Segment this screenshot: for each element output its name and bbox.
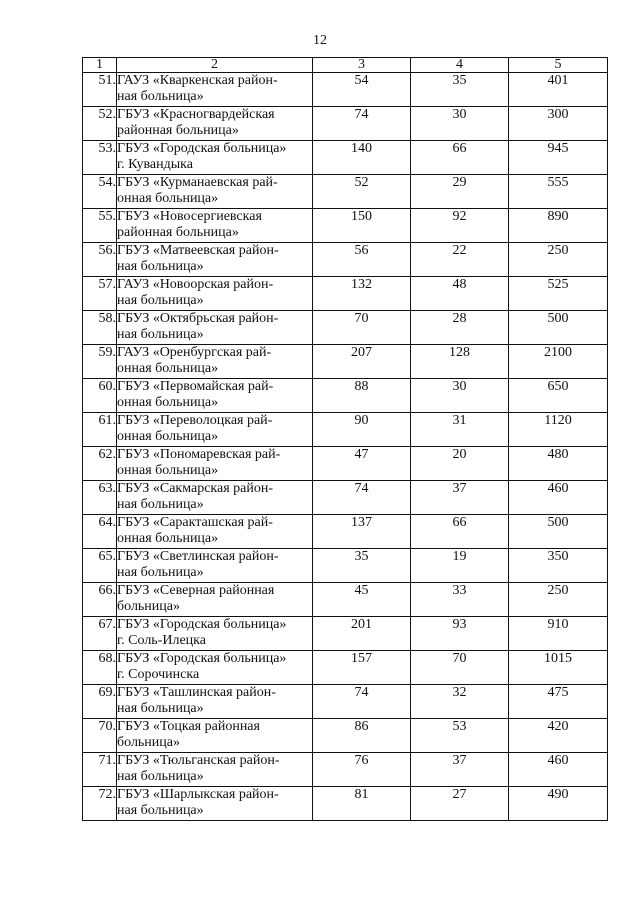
value-column-3: 54 bbox=[313, 73, 411, 107]
institution-name-line1: ГБУЗ «Октябрьская район- bbox=[117, 311, 279, 326]
table-row bbox=[83, 345, 608, 379]
value-column-4: 30 bbox=[411, 107, 509, 141]
value-column-3: 70 bbox=[313, 311, 411, 345]
institution-name-line2: районная больница» bbox=[117, 225, 239, 240]
row-number: 53. bbox=[83, 141, 117, 175]
institution-name-line2: ная больница» bbox=[117, 259, 204, 274]
value-column-3: 140 bbox=[313, 141, 411, 175]
value-column-3: 88 bbox=[313, 379, 411, 413]
institution-name-line2: онная больница» bbox=[117, 191, 219, 206]
value-column-4: 37 bbox=[411, 481, 509, 515]
value-column-3: 52 bbox=[313, 175, 411, 209]
table-body bbox=[83, 73, 608, 821]
value-column-4: 31 bbox=[411, 413, 509, 447]
institution-name-line2: онная больница» bbox=[117, 361, 219, 376]
value-column-3: 207 bbox=[313, 345, 411, 379]
value-column-5: 480 bbox=[509, 447, 608, 481]
value-column-4: 70 bbox=[411, 651, 509, 685]
institution-name-line1: ГБУЗ «Пономаревская рай- bbox=[117, 447, 281, 462]
row-number: 55. bbox=[83, 209, 117, 243]
institution-name-line2: ная больница» bbox=[117, 803, 204, 818]
value-column-4: 35 bbox=[411, 73, 509, 107]
value-column-5: 420 bbox=[509, 719, 608, 753]
value-column-5: 910 bbox=[509, 617, 608, 651]
institution-name bbox=[117, 107, 313, 141]
institution-name-line1: ГБУЗ «Светлинская район- bbox=[117, 549, 279, 564]
value-column-4: 93 bbox=[411, 617, 509, 651]
hospital-table bbox=[82, 57, 608, 821]
institution-name-line2: г. Сорочинска bbox=[117, 667, 200, 682]
institution-name-line1: ГБУЗ «Саракташская рай- bbox=[117, 515, 273, 530]
value-column-4: 19 bbox=[411, 549, 509, 583]
institution-name bbox=[117, 209, 313, 243]
institution-name bbox=[117, 345, 313, 379]
table-row bbox=[83, 549, 608, 583]
value-column-4: 48 bbox=[411, 277, 509, 311]
value-column-5: 555 bbox=[509, 175, 608, 209]
institution-name-line1: ГБУЗ «Городская больница» bbox=[117, 141, 287, 156]
row-number: 54. bbox=[83, 175, 117, 209]
table-row bbox=[83, 107, 608, 141]
institution-name-line1: ГБУЗ «Новосергиевская bbox=[117, 209, 262, 224]
value-column-5: 460 bbox=[509, 753, 608, 787]
institution-name-line2: онная больница» bbox=[117, 429, 219, 444]
value-column-4: 27 bbox=[411, 787, 509, 821]
table-row bbox=[83, 685, 608, 719]
value-column-5: 1120 bbox=[509, 413, 608, 447]
table-row bbox=[83, 481, 608, 515]
table-row bbox=[83, 379, 608, 413]
table-row bbox=[83, 753, 608, 787]
value-column-3: 74 bbox=[313, 481, 411, 515]
value-column-4: 92 bbox=[411, 209, 509, 243]
value-column-4: 29 bbox=[411, 175, 509, 209]
institution-name bbox=[117, 719, 313, 753]
value-column-3: 74 bbox=[313, 107, 411, 141]
column-header-3: 3 bbox=[313, 58, 411, 73]
table-row bbox=[83, 141, 608, 175]
institution-name-line2: г. Кувандыка bbox=[117, 157, 193, 172]
value-column-5: 401 bbox=[509, 73, 608, 107]
table-row bbox=[83, 175, 608, 209]
value-column-4: 66 bbox=[411, 141, 509, 175]
table-row bbox=[83, 73, 608, 107]
value-column-5: 350 bbox=[509, 549, 608, 583]
value-column-3: 86 bbox=[313, 719, 411, 753]
value-column-4: 66 bbox=[411, 515, 509, 549]
institution-name-line1: ГБУЗ «Ташлинская район- bbox=[117, 685, 276, 700]
row-number: 62. bbox=[83, 447, 117, 481]
institution-name bbox=[117, 583, 313, 617]
table-row bbox=[83, 277, 608, 311]
column-header-1: 1 bbox=[83, 58, 117, 73]
table-row bbox=[83, 515, 608, 549]
institution-name bbox=[117, 277, 313, 311]
table-row bbox=[83, 787, 608, 821]
row-number: 57. bbox=[83, 277, 117, 311]
value-column-5: 1015 bbox=[509, 651, 608, 685]
institution-name-line2: больница» bbox=[117, 599, 180, 614]
value-column-3: 81 bbox=[313, 787, 411, 821]
row-number: 56. bbox=[83, 243, 117, 277]
column-header-5: 5 bbox=[509, 58, 608, 73]
value-column-5: 490 bbox=[509, 787, 608, 821]
institution-name bbox=[117, 787, 313, 821]
institution-name bbox=[117, 549, 313, 583]
value-column-5: 890 bbox=[509, 209, 608, 243]
row-number: 72. bbox=[83, 787, 117, 821]
institution-name-line1: ГАУЗ «Новоорская район- bbox=[117, 277, 274, 292]
row-number: 58. bbox=[83, 311, 117, 345]
institution-name-line1: ГБУЗ «Тюльганская район- bbox=[117, 753, 280, 768]
institution-name-line2: районная больница» bbox=[117, 123, 239, 138]
institution-name-line1: ГБУЗ «Северная районная bbox=[117, 583, 275, 598]
value-column-3: 157 bbox=[313, 651, 411, 685]
value-column-3: 137 bbox=[313, 515, 411, 549]
institution-name-line2: ная больница» bbox=[117, 293, 204, 308]
row-number: 65. bbox=[83, 549, 117, 583]
value-column-3: 45 bbox=[313, 583, 411, 617]
institution-name-line1: ГБУЗ «Городская больница» bbox=[117, 617, 287, 632]
institution-name-line2: ная больница» bbox=[117, 701, 204, 716]
institution-name-line1: ГБУЗ «Шарлыкская район- bbox=[117, 787, 279, 802]
institution-name-line1: ГБУЗ «Сакмарская район- bbox=[117, 481, 274, 496]
institution-name bbox=[117, 481, 313, 515]
institution-name bbox=[117, 753, 313, 787]
institution-name bbox=[117, 515, 313, 549]
institution-name-line2: ная больница» bbox=[117, 565, 204, 580]
page-number: 12 bbox=[313, 33, 327, 48]
value-column-3: 150 bbox=[313, 209, 411, 243]
institution-name-line2: онная больница» bbox=[117, 531, 219, 546]
institution-name bbox=[117, 651, 313, 685]
value-column-4: 33 bbox=[411, 583, 509, 617]
value-column-5: 525 bbox=[509, 277, 608, 311]
value-column-4: 30 bbox=[411, 379, 509, 413]
column-header-2: 2 bbox=[117, 58, 313, 73]
institution-name-line1: ГБУЗ «Первомайская рай- bbox=[117, 379, 274, 394]
value-column-3: 201 bbox=[313, 617, 411, 651]
institution-name-line1: ГБУЗ «Городская больница» bbox=[117, 651, 287, 666]
institution-name-line1: ГБУЗ «Матвеевская район- bbox=[117, 243, 279, 258]
institution-name bbox=[117, 617, 313, 651]
institution-name-line2: ная больница» bbox=[117, 769, 204, 784]
value-column-5: 500 bbox=[509, 311, 608, 345]
institution-name-line1: ГБУЗ «Курманаевская рай- bbox=[117, 175, 278, 190]
value-column-5: 650 bbox=[509, 379, 608, 413]
table-row bbox=[83, 243, 608, 277]
institution-name-line2: ная больница» bbox=[117, 497, 204, 512]
value-column-3: 74 bbox=[313, 685, 411, 719]
value-column-4: 37 bbox=[411, 753, 509, 787]
institution-name-line1: ГАУЗ «Кваркенская район- bbox=[117, 73, 278, 88]
value-column-5: 2100 bbox=[509, 345, 608, 379]
row-number: 70. bbox=[83, 719, 117, 753]
row-number: 60. bbox=[83, 379, 117, 413]
institution-name-line1: ГАУЗ «Оренбургская рай- bbox=[117, 345, 272, 360]
value-column-4: 128 bbox=[411, 345, 509, 379]
value-column-5: 250 bbox=[509, 583, 608, 617]
row-number: 67. bbox=[83, 617, 117, 651]
institution-name bbox=[117, 73, 313, 107]
institution-name-line1: ГБУЗ «Переволоцкая рай- bbox=[117, 413, 273, 428]
value-column-5: 500 bbox=[509, 515, 608, 549]
row-number: 59. bbox=[83, 345, 117, 379]
institution-name bbox=[117, 311, 313, 345]
value-column-4: 32 bbox=[411, 685, 509, 719]
value-column-4: 28 bbox=[411, 311, 509, 345]
table-row bbox=[83, 617, 608, 651]
row-number: 68. bbox=[83, 651, 117, 685]
institution-name-line2: онная больница» bbox=[117, 395, 219, 410]
row-number: 61. bbox=[83, 413, 117, 447]
institution-name-line2: ная больница» bbox=[117, 327, 204, 342]
institution-name bbox=[117, 379, 313, 413]
institution-name bbox=[117, 175, 313, 209]
institution-name-line2: больница» bbox=[117, 735, 180, 750]
institution-name-line2: ная больница» bbox=[117, 89, 204, 104]
institution-name bbox=[117, 447, 313, 481]
table-header-row bbox=[83, 58, 608, 73]
value-column-5: 945 bbox=[509, 141, 608, 175]
table-row bbox=[83, 719, 608, 753]
value-column-3: 132 bbox=[313, 277, 411, 311]
row-number: 66. bbox=[83, 583, 117, 617]
value-column-4: 53 bbox=[411, 719, 509, 753]
row-number: 69. bbox=[83, 685, 117, 719]
institution-name-line2: г. Соль-Илецка bbox=[117, 633, 206, 648]
row-number: 64. bbox=[83, 515, 117, 549]
table-row bbox=[83, 311, 608, 345]
institution-name bbox=[117, 413, 313, 447]
value-column-3: 47 bbox=[313, 447, 411, 481]
table-row bbox=[83, 583, 608, 617]
row-number: 71. bbox=[83, 753, 117, 787]
value-column-3: 76 bbox=[313, 753, 411, 787]
institution-name bbox=[117, 685, 313, 719]
value-column-3: 56 bbox=[313, 243, 411, 277]
value-column-3: 35 bbox=[313, 549, 411, 583]
value-column-3: 90 bbox=[313, 413, 411, 447]
table-row bbox=[83, 651, 608, 685]
table-row bbox=[83, 209, 608, 243]
row-number: 51. bbox=[83, 73, 117, 107]
value-column-4: 20 bbox=[411, 447, 509, 481]
table-row bbox=[83, 413, 608, 447]
value-column-4: 22 bbox=[411, 243, 509, 277]
institution-name bbox=[117, 141, 313, 175]
institution-name-line1: ГБУЗ «Тоцкая районная bbox=[117, 719, 260, 734]
table-row bbox=[83, 447, 608, 481]
row-number: 63. bbox=[83, 481, 117, 515]
value-column-5: 475 bbox=[509, 685, 608, 719]
value-column-5: 460 bbox=[509, 481, 608, 515]
value-column-5: 300 bbox=[509, 107, 608, 141]
institution-name-line1: ГБУЗ «Красногвардейская bbox=[117, 107, 275, 122]
row-number: 52. bbox=[83, 107, 117, 141]
value-column-5: 250 bbox=[509, 243, 608, 277]
column-header-4: 4 bbox=[411, 58, 509, 73]
institution-name-line2: онная больница» bbox=[117, 463, 219, 478]
institution-name bbox=[117, 243, 313, 277]
